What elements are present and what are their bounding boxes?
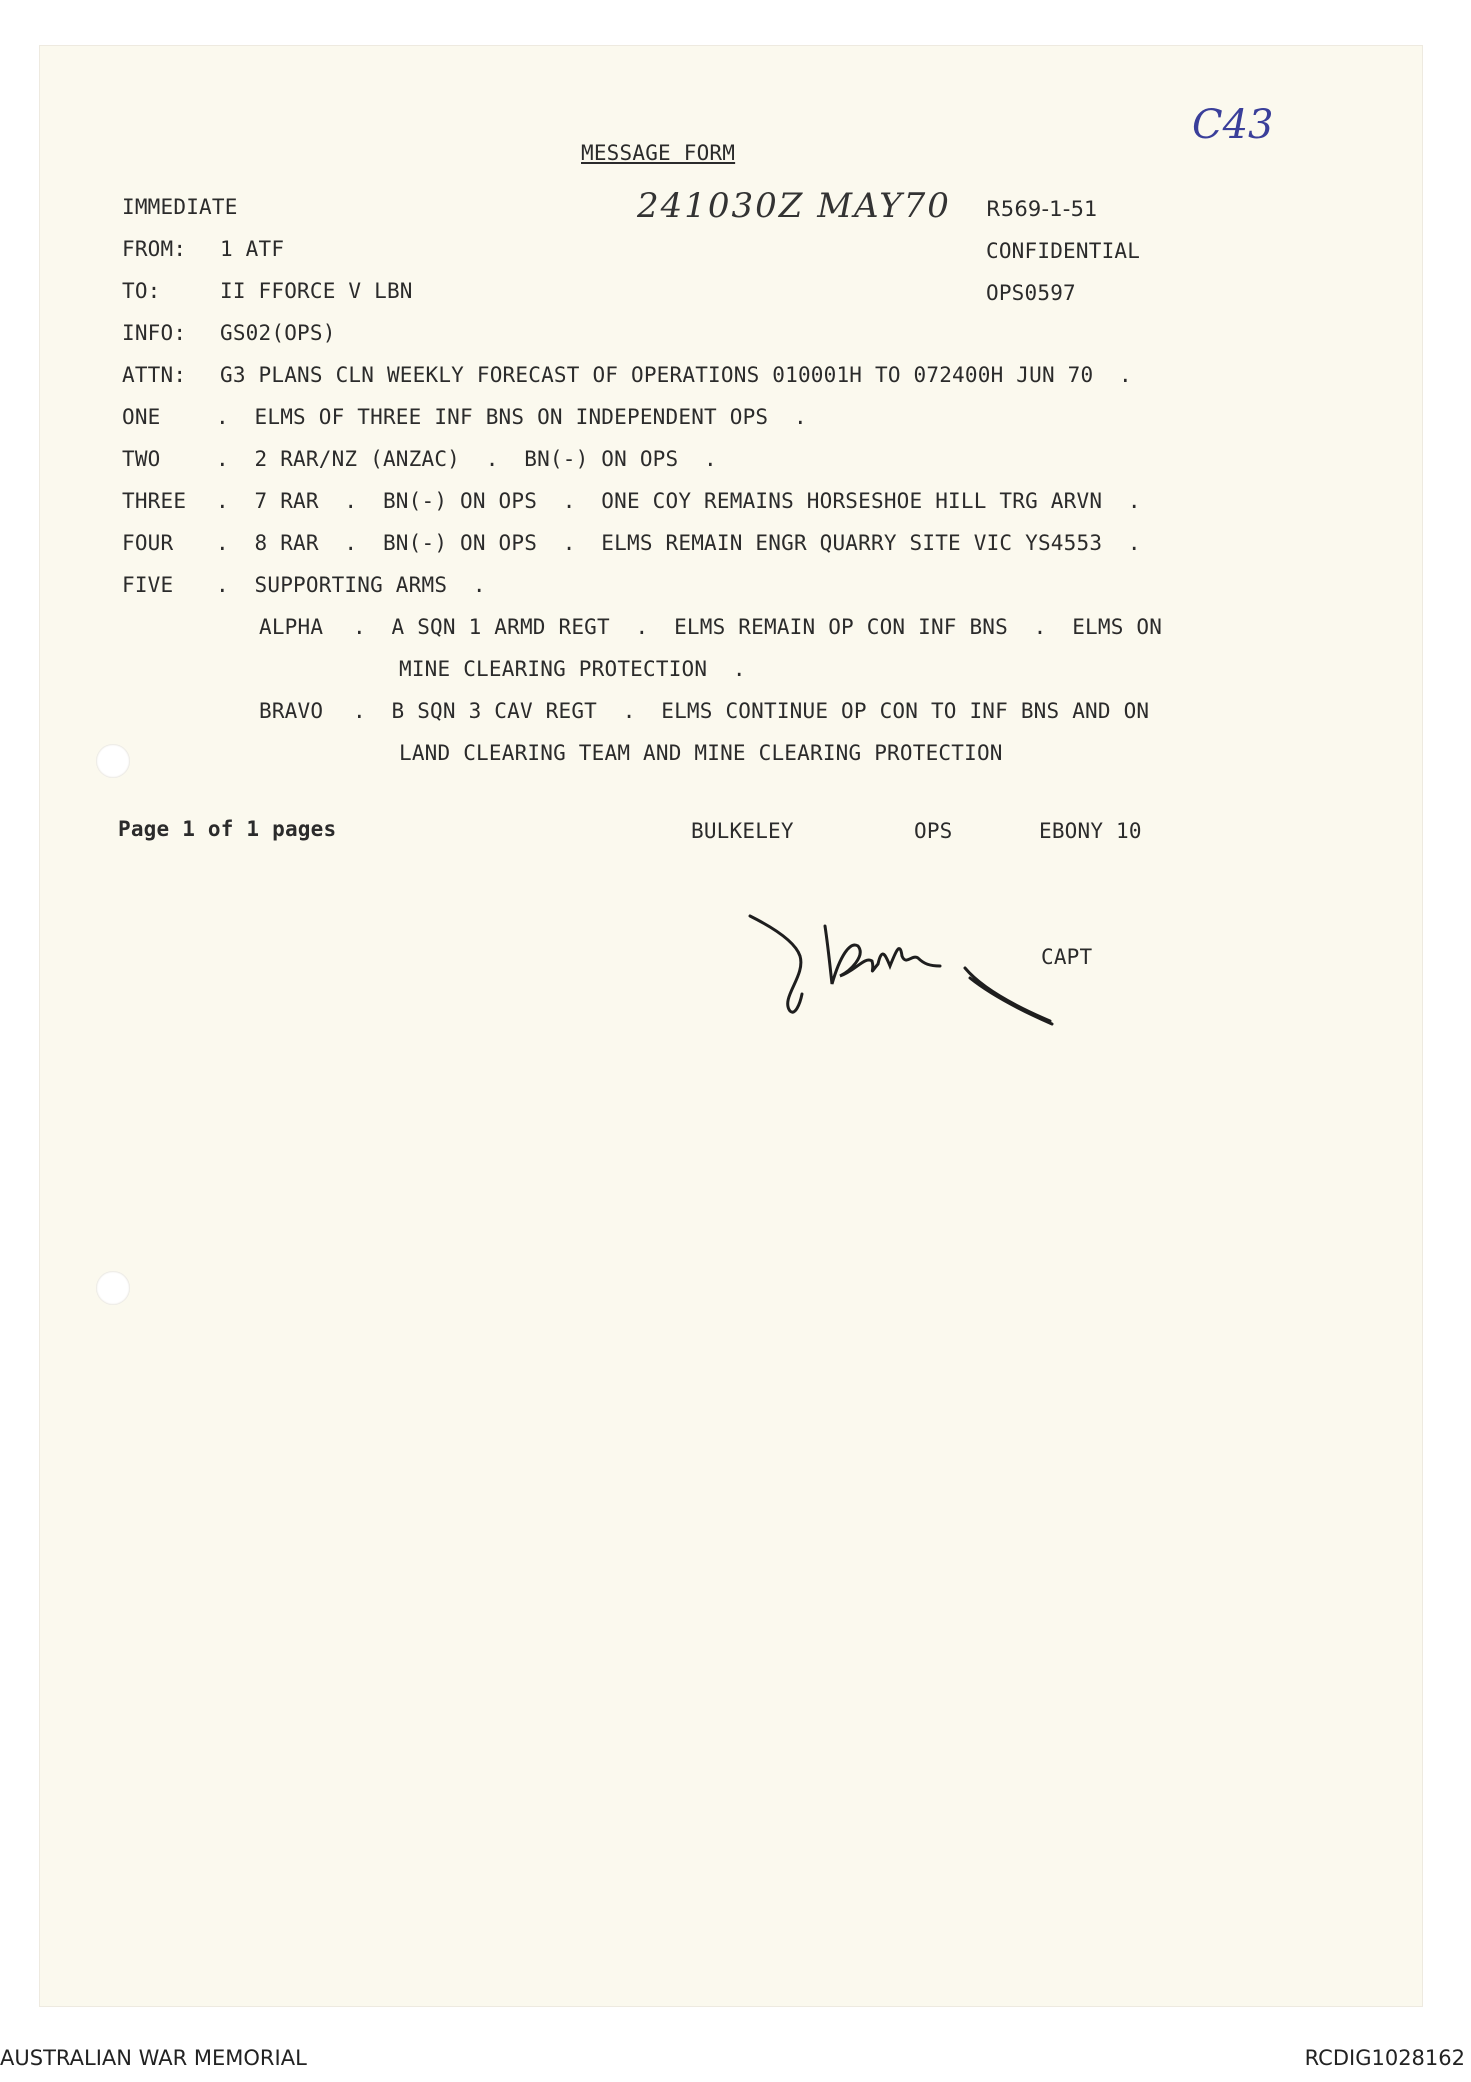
- originator-phone: EBONY 10: [1039, 819, 1142, 843]
- to-value: II FFORCE V LBN: [220, 279, 413, 303]
- archive-id: RCDIG1028162: [1304, 2046, 1465, 2070]
- para-label: TWO: [122, 447, 161, 471]
- originator-branch: OPS: [914, 819, 953, 843]
- serial-number: OPS0597: [986, 281, 1076, 305]
- folio-number: C43: [1192, 102, 1274, 148]
- subpara-text: LAND CLEARING TEAM AND MINE CLEARING PROTECTION: [399, 741, 1003, 765]
- para-text: . ELMS OF THREE INF BNS ON INDEPENDENT OPS .: [216, 405, 807, 429]
- to-label: TO:: [122, 279, 161, 303]
- attn-label: ATTN:: [122, 363, 187, 387]
- originator-name: BULKELEY: [691, 819, 794, 843]
- date-time-group: 241030Z MAY70: [637, 186, 951, 226]
- para-text: . 7 RAR . BN(-) ON OPS . ONE COY REMAINS HORSESHOE HILL TRG ARVN .: [216, 489, 1141, 513]
- info-label: INFO:: [122, 321, 187, 345]
- punch-hole-bottom: [96, 1271, 130, 1305]
- precedence: IMMEDIATE: [122, 195, 238, 219]
- para-label: FIVE: [122, 573, 174, 597]
- from-label: FROM:: [122, 237, 187, 261]
- para-text: . 8 RAR . BN(-) ON OPS . ELMS REMAIN ENGR QUARRY SITE VIC YS4553 .: [216, 531, 1141, 555]
- subpara-text: . B SQN 3 CAV REGT . ELMS CONTINUE OP CON TO INF BNS AND ON: [353, 699, 1150, 723]
- file-reference: R569-1-51: [986, 197, 1098, 221]
- punch-hole-top: [96, 744, 130, 778]
- para-label: ONE: [122, 405, 161, 429]
- subpara-text: . A SQN 1 ARMD REGT . ELMS REMAIN OP CON INF BNS . ELMS ON: [353, 615, 1163, 639]
- para-text: . SUPPORTING ARMS .: [216, 573, 486, 597]
- signature-rank: CAPT: [1041, 945, 1093, 969]
- para-text: . 2 RAR/NZ (ANZAC) . BN(-) ON OPS .: [216, 447, 717, 471]
- classification: CONFIDENTIAL: [986, 239, 1141, 263]
- document-sheet: [40, 46, 1422, 2006]
- form-title: MESSAGE FORM: [581, 141, 736, 165]
- para-label: THREE: [122, 489, 187, 513]
- info-value: GS02(OPS): [220, 321, 336, 345]
- subpara-text: MINE CLEARING PROTECTION .: [399, 657, 746, 681]
- subpara-label: BRAVO: [259, 699, 324, 723]
- attn-value: G3 PLANS CLN WEEKLY FORECAST OF OPERATIONS 010001H TO 072400H JUN 70 .: [220, 363, 1132, 387]
- page-count: Page 1 of 1 pages: [118, 817, 337, 841]
- subpara-label: ALPHA: [259, 615, 324, 639]
- from-value: 1 ATF: [220, 237, 285, 261]
- archive-institution: AUSTRALIAN WAR MEMORIAL: [0, 2046, 307, 2070]
- para-label: FOUR: [122, 531, 174, 555]
